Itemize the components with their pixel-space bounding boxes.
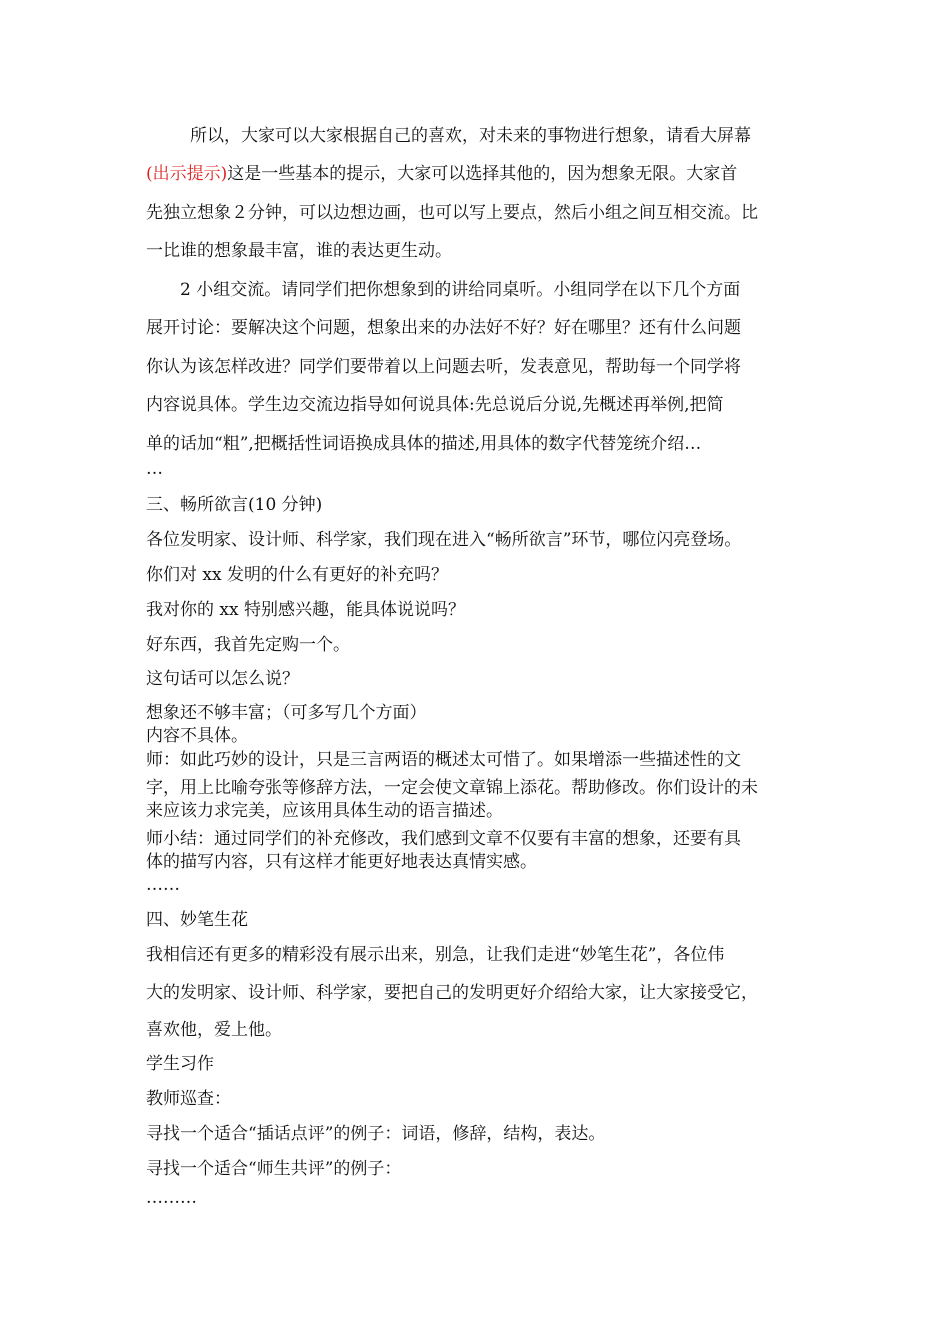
paragraph-line: 来应该力求完美，应该用具体生动的语言描述。 bbox=[146, 801, 503, 821]
paragraph-line: 师小结：通过同学们的补充修改，我们感到文章不仅要有丰富的想象，还要有具 bbox=[146, 829, 741, 849]
paragraph-line: 2 小组交流。请同学们把你想象到的讲给同桌听。小组同学在以下几个方面 bbox=[180, 280, 741, 300]
paragraph-line: 一比谁的想象最丰富，谁的表达更生动。 bbox=[146, 241, 452, 261]
paragraph-line: 好东西，我首先定购一个。 bbox=[146, 635, 350, 655]
paragraph-line: … bbox=[146, 459, 163, 479]
paragraph-line: 想象还不够丰富；（可多写几个方面） bbox=[146, 703, 427, 723]
paragraph-line: 内容不具体。 bbox=[146, 726, 248, 746]
paragraph-line: 先独立想象２分钟，可以边想边画，也可以写上要点，然后小组之间互相交流。比 bbox=[146, 203, 758, 223]
paragraph-line: 所以，大家可以大家根据自己的喜欢，对未来的事物进行想象，请看大屏幕 bbox=[190, 126, 751, 146]
paragraph-line: 字，用上比喻夸张等修辞方法，一定会使文章锦上添花。帮助修改。你们设计的未 bbox=[146, 778, 758, 798]
paragraph-line: 这句话可以怎么说？ bbox=[146, 669, 299, 689]
paragraph-line: 我对你的 xx 特别感兴趣，能具体说说吗？ bbox=[146, 600, 465, 620]
paragraph-line bbox=[146, 164, 737, 184]
paragraph-line: …… bbox=[146, 875, 180, 895]
paragraph-line: 你认为该怎样改进？同学们要带着以上问题去听，发表意见，帮助每一个同学将 bbox=[146, 357, 741, 377]
paragraph-line: 内容说具体。学生边交流边指导如何说具体:先总说后分说,先概述再举例,把简 bbox=[146, 395, 724, 415]
paragraph-line: 单的话加“粗”,把概括性词语换成具体的描述,用具体的数字代替笼统介绍… bbox=[146, 434, 702, 454]
paragraph-line: 寻找一个适合“师生共评”的例子： bbox=[146, 1159, 402, 1179]
paragraph-line: 师：如此巧妙的设计，只是三言两语的概述太可惜了。如果增添一些描述性的文 bbox=[146, 750, 741, 770]
paragraph-line: 各位发明家、设计师、科学家，我们现在进入“畅所欲言”环节，哪位闪亮登场。 bbox=[146, 530, 742, 550]
paragraph-text: 这是一些基本的提示，大家可以选择其他的，因为想象无限。大家首 bbox=[227, 164, 738, 184]
paragraph-line: 展开讨论：要解决这个问题，想象出来的办法好不好？好在哪里？还有什么问题 bbox=[146, 318, 741, 338]
paragraph-line: 学生习作 bbox=[146, 1054, 214, 1074]
paragraph-line: 喜欢他，爱上他。 bbox=[146, 1020, 282, 1040]
paragraph-line: 寻找一个适合“插话点评”的例子：词语，修辞，结构，表达。 bbox=[146, 1124, 606, 1144]
paragraph-line: 我相信还有更多的精彩没有展示出来，别急，让我们走进“妙笔生花”，各位伟 bbox=[146, 945, 725, 965]
paragraph-line: ……… bbox=[146, 1188, 197, 1208]
paragraph-line: 大的发明家、设计师、科学家，要把自己的发明更好介绍给大家，让大家接受它， bbox=[146, 983, 758, 1003]
section-heading: 四、妙笔生花 bbox=[146, 910, 248, 930]
section-heading: 三、畅所欲言(10 分钟) bbox=[146, 495, 323, 515]
paragraph-line: 教师巡查： bbox=[146, 1089, 231, 1109]
paragraph-line: 体的描写内容，只有这样才能更好地表达真情实感。 bbox=[146, 852, 537, 872]
paragraph-line: 你们对 xx 发明的什么有更好的补充吗？ bbox=[146, 565, 448, 585]
hint-annotation: (出示提示) bbox=[146, 164, 228, 184]
